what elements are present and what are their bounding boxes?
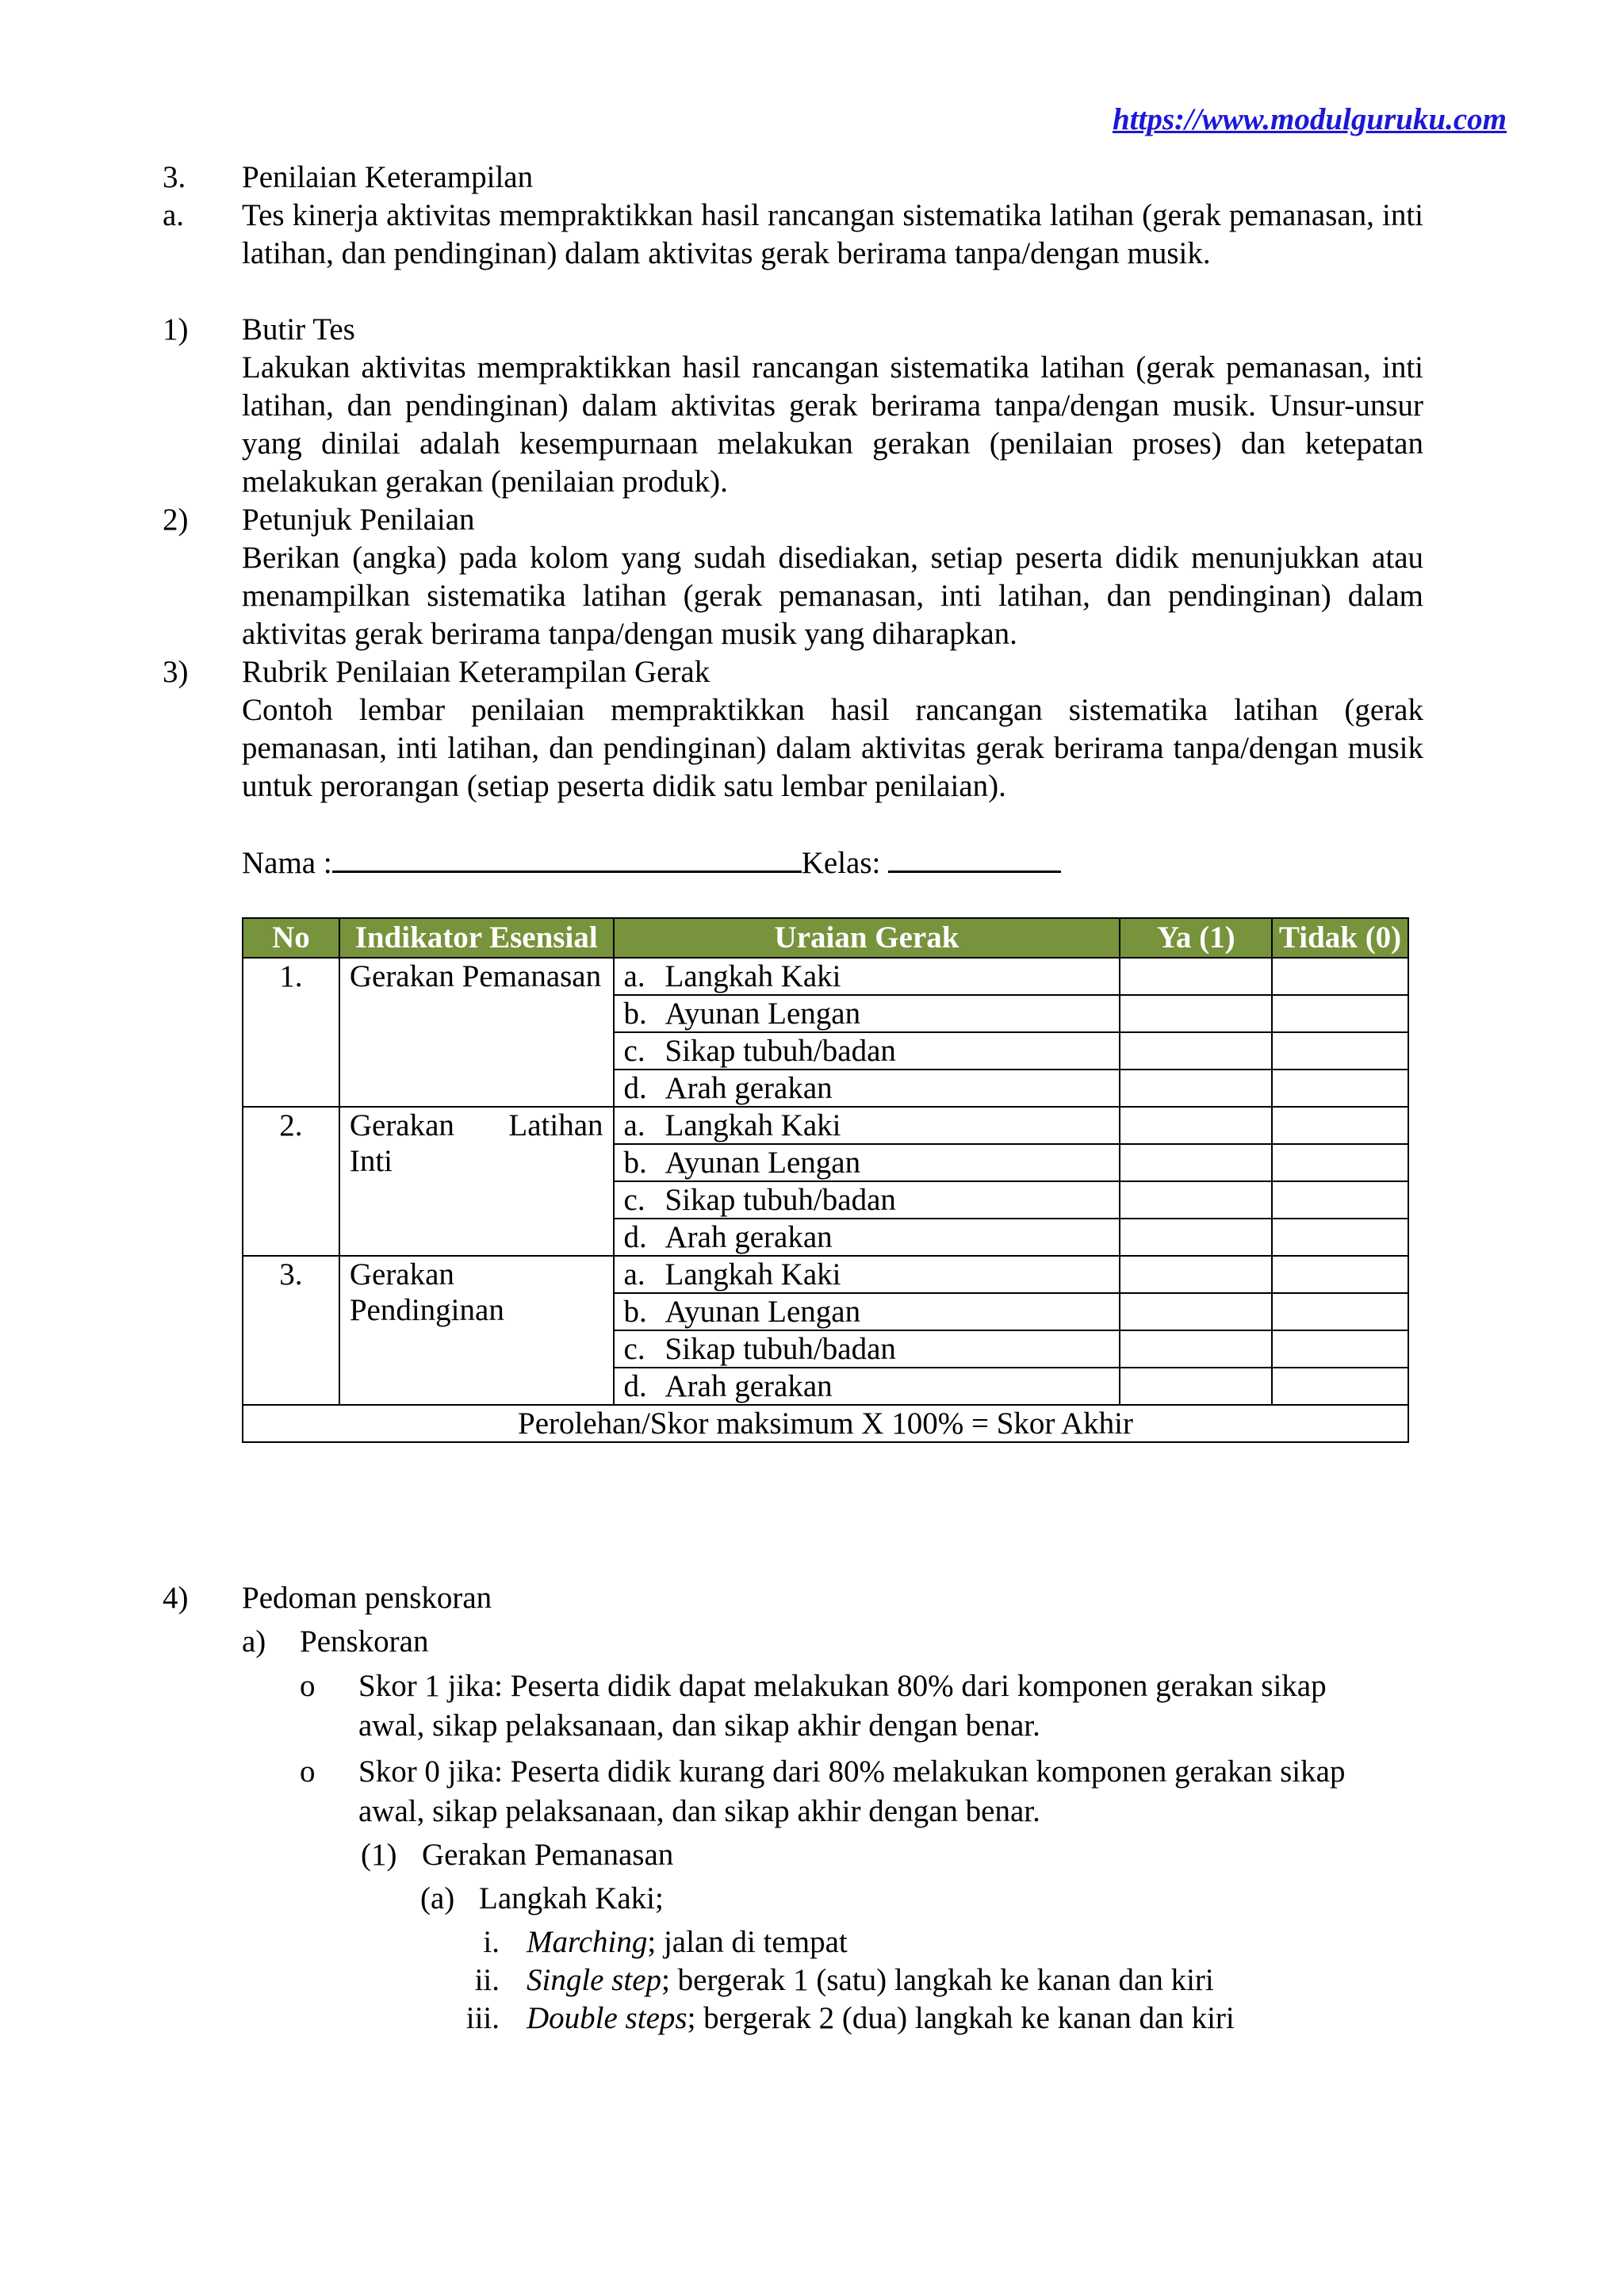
item-2-text: Berikan (angka) pada kolom yang sudah disediakan, setiap peserta didik menunjukkan atau menampilkan sistematika latihan (gerak pemanasan, inti latihan, dan pendinginan) dalam aktivitas gerak berirama tanpa/dengan musik yang diharapkan.	[242, 541, 1423, 651]
movement-item: d. Arah gerakan	[614, 1070, 1120, 1107]
movement-item: a. Langkah Kaki	[614, 958, 1120, 995]
movement-item: c. Sikap tubuh/badan	[614, 1330, 1120, 1368]
student-form-line	[242, 844, 1061, 882]
header-ya: Ya (1)	[1120, 918, 1272, 958]
roman-number: i.	[483, 1925, 500, 1959]
table-row	[243, 1256, 1408, 1293]
group-indicator: Gerakan Latihan Inti	[339, 1107, 614, 1256]
movement-item: a. Langkah Kaki	[614, 1107, 1120, 1144]
item-1-number: 1)	[163, 312, 189, 346]
bullet-1-line2: awal, sikap pelaksanaan, dan sikap akhir dengan benar.	[358, 1709, 1040, 1743]
header-no: No	[243, 918, 339, 958]
header-tidak: Tidak (0)	[1272, 918, 1408, 958]
movement-item: a. Langkah Kaki	[614, 1256, 1120, 1293]
movement-item: d. Arah gerakan	[614, 1219, 1120, 1256]
ya-cell[interactable]	[1120, 1181, 1272, 1219]
source-url-link[interactable]: https://www.modulguruku.com	[1112, 102, 1507, 136]
group-number: 1.	[243, 958, 339, 1107]
item-3-title: Rubrik Penilaian Keterampilan Gerak	[242, 655, 710, 689]
item-1-paren-title: Gerakan Pemanasan	[422, 1838, 674, 1872]
ya-cell[interactable]	[1120, 1219, 1272, 1256]
group-number: 2.	[243, 1107, 339, 1256]
nama-label: Nama :	[242, 846, 332, 880]
score-formula: Perolehan/Skor maksimum X 100% = Skor Akhir	[243, 1405, 1408, 1442]
group-number: 3.	[243, 1256, 339, 1405]
roman-item: Double steps; bergerak 2 (dua) langkah ke kanan dan kiri	[527, 2001, 1235, 2035]
table-header-row	[243, 918, 1408, 958]
tidak-cell[interactable]	[1272, 958, 1408, 995]
ya-cell[interactable]	[1120, 1293, 1272, 1330]
nama-blank-field[interactable]	[332, 844, 802, 873]
tidak-cell[interactable]	[1272, 1144, 1408, 1181]
bullet-2-line2: awal, sikap pelaksanaan, dan sikap akhir dengan benar.	[358, 1794, 1040, 1828]
group-indicator: Gerakan Pemanasan	[339, 958, 614, 1107]
tidak-cell[interactable]	[1272, 1330, 1408, 1368]
movement-item: b. Ayunan Lengan	[614, 1293, 1120, 1330]
item-a-text: Tes kinerja aktivitas mempraktikkan hasil rancangan sistematika latihan (gerak pemanasan, inti latihan, dan pendinginan) dalam aktivitas gerak berirama tanpa/dengan musik.	[242, 198, 1423, 270]
section-3-title: Penilaian Keterampilan	[242, 160, 534, 194]
item-a-paren-number: (a)	[420, 1881, 455, 1915]
tidak-cell[interactable]	[1272, 1181, 1408, 1219]
tidak-cell[interactable]	[1272, 1070, 1408, 1107]
tidak-cell[interactable]	[1272, 1032, 1408, 1070]
item-1-paren-number: (1)	[361, 1838, 397, 1872]
movement-item: b. Ayunan Lengan	[614, 995, 1120, 1032]
item-1-text: Lakukan aktivitas mempraktikkan hasil rancangan sistematika latihan (gerak pemanasan, inti latihan, dan pendinginan) dalam aktivitas gerak berirama tanpa/dengan musik. Unsur-unsur yang dinilai adalah kesempurnaan melakukan gerakan (penilaian proses) dan ketepatan melakukan gerakan (penilaian produk).	[242, 350, 1423, 499]
item-3-text: Contoh lembar penilaian mempraktikkan hasil rancangan sistematika latihan (gerak pemanasan, inti latihan, dan pendinginan) dalam aktivitas gerak berirama tanpa/dengan musik untuk perorangan (setiap peserta didik satu lembar penilaian).	[242, 693, 1423, 803]
table-row	[243, 1107, 1408, 1144]
section-3-number: 3.	[163, 160, 186, 194]
tidak-cell[interactable]	[1272, 1293, 1408, 1330]
roman-number: iii.	[465, 2001, 500, 2035]
header-uraian: Uraian Gerak	[614, 918, 1120, 958]
header-indikator: Indikator Esensial	[339, 918, 614, 958]
tidak-cell[interactable]	[1272, 1256, 1408, 1293]
ya-cell[interactable]	[1120, 1144, 1272, 1181]
tidak-cell[interactable]	[1272, 1219, 1408, 1256]
item-a-number: a.	[163, 198, 185, 232]
ya-cell[interactable]	[1120, 1070, 1272, 1107]
ya-cell[interactable]	[1120, 1368, 1272, 1405]
bullet-1-line1: Skor 1 jika: Peserta didik dapat melakukan 80% dari komponen gerakan sikap	[358, 1669, 1327, 1703]
kelas-blank-field[interactable]	[888, 844, 1061, 873]
roman-item: Single step; bergerak 1 (satu) langkah ke kanan dan kiri	[527, 1963, 1214, 1997]
ya-cell[interactable]	[1120, 1256, 1272, 1293]
ya-cell[interactable]	[1120, 1032, 1272, 1070]
tidak-cell[interactable]	[1272, 1368, 1408, 1405]
bullet-marker: o	[300, 1755, 316, 1789]
item-a-paren-title: Langkah Kaki;	[479, 1881, 664, 1915]
ya-cell[interactable]	[1120, 995, 1272, 1032]
movement-item: c. Sikap tubuh/badan	[614, 1032, 1120, 1070]
item-2-title: Petunjuk Penilaian	[242, 503, 475, 537]
movement-item: d. Arah gerakan	[614, 1368, 1120, 1405]
item-1-title: Butir Tes	[242, 312, 355, 346]
group-indicator: Gerakan Pendinginan	[339, 1256, 614, 1405]
ya-cell[interactable]	[1120, 1330, 1272, 1368]
ya-cell[interactable]	[1120, 958, 1272, 995]
tidak-cell[interactable]	[1272, 995, 1408, 1032]
table-footer-row	[243, 1405, 1408, 1442]
sub-a-number: a)	[242, 1624, 266, 1659]
tidak-cell[interactable]	[1272, 1107, 1408, 1144]
roman-item: Marching; jalan di tempat	[527, 1925, 848, 1959]
kelas-label: Kelas:	[801, 846, 889, 880]
bullet-marker: o	[300, 1669, 316, 1703]
sub-a-title: Penskoran	[300, 1624, 429, 1659]
item-3-number: 3)	[163, 655, 189, 689]
table-row	[243, 958, 1408, 995]
roman-number: ii.	[474, 1963, 500, 1997]
item-4-title: Pedoman penskoran	[242, 1581, 492, 1615]
item-4-number: 4)	[163, 1581, 189, 1615]
bullet-2-line1: Skor 0 jika: Peserta didik kurang dari 80% melakukan komponen gerakan sikap	[358, 1755, 1346, 1789]
movement-item: c. Sikap tubuh/badan	[614, 1181, 1120, 1219]
movement-item: b. Ayunan Lengan	[614, 1144, 1120, 1181]
ya-cell[interactable]	[1120, 1107, 1272, 1144]
item-2-number: 2)	[163, 503, 189, 537]
rubric-table	[242, 917, 1409, 1443]
